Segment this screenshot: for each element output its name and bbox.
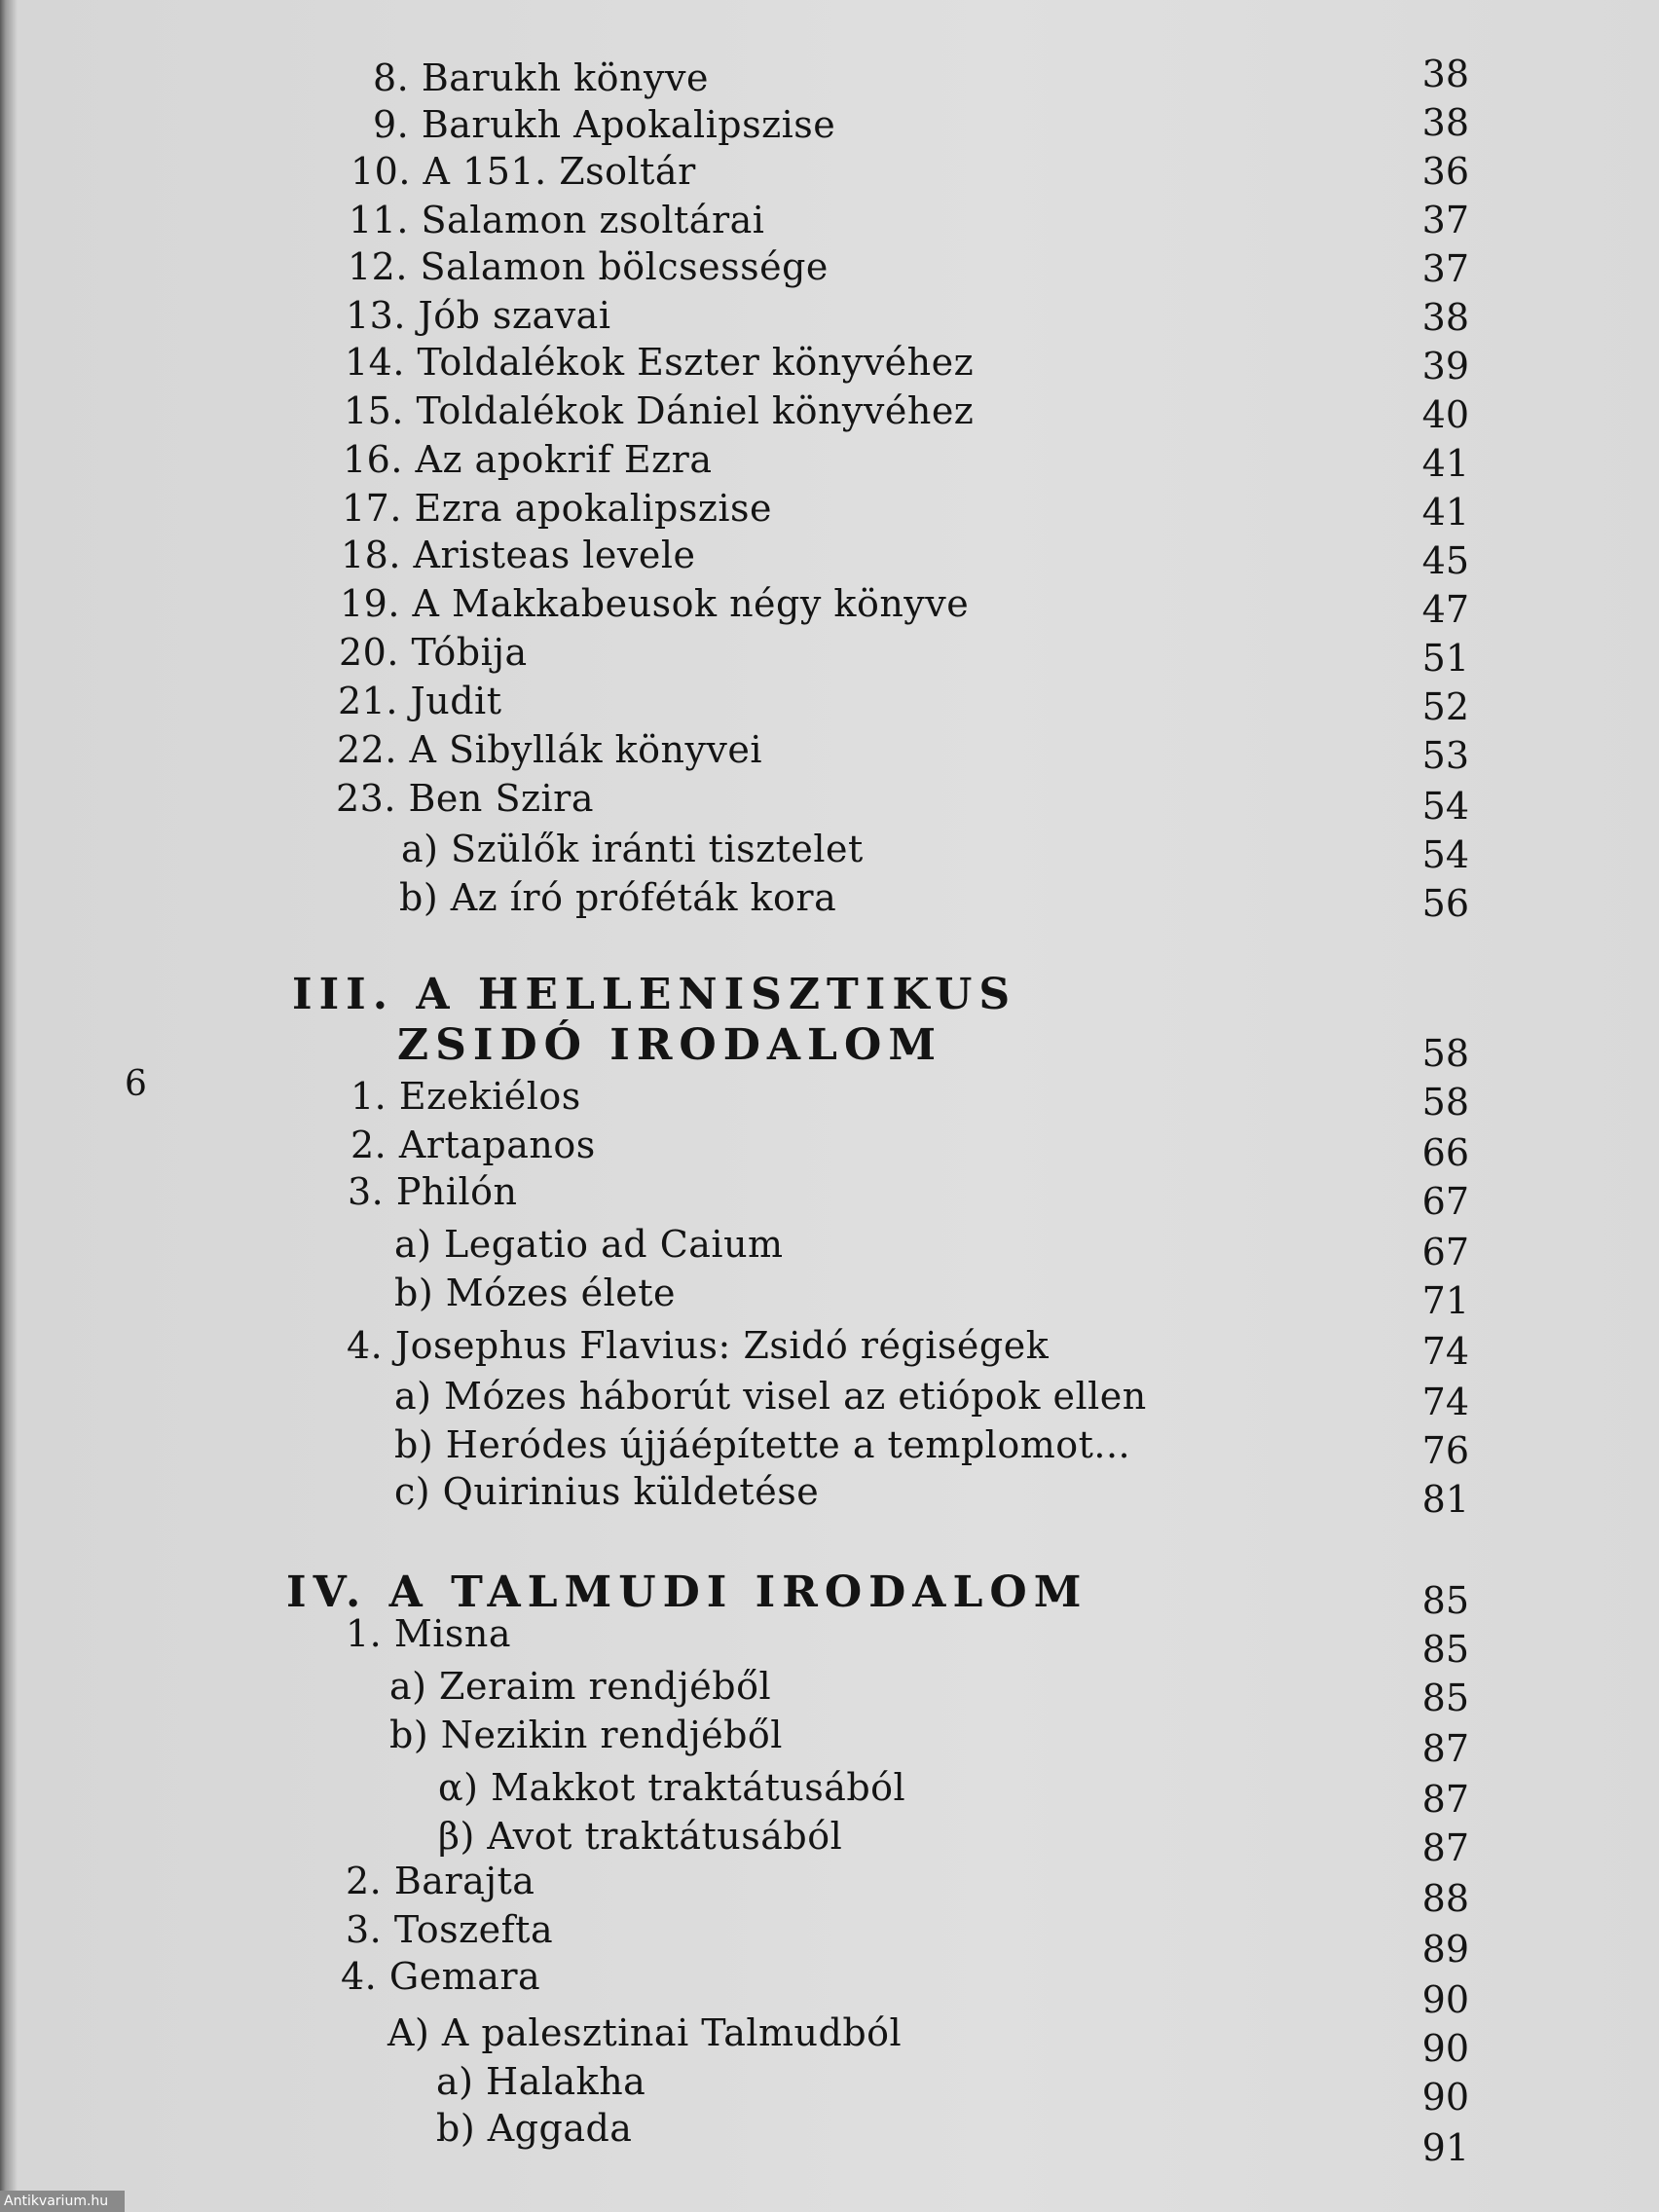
watermark: Antikvarium.hu [0, 2191, 125, 2212]
toc-entry: 14. Toldalékok Eszter könyvéhez [345, 341, 975, 384]
toc-entry: 16. Az apokrif Ezra [343, 438, 713, 481]
toc-page-number: 39 [1421, 345, 1469, 387]
toc-page-number: 71 [1421, 1279, 1469, 1322]
folio-page-number: 6 [125, 1064, 147, 1104]
toc-page-number: 45 [1421, 539, 1469, 582]
toc-page-number: 36 [1421, 150, 1469, 193]
toc-entry: a) Halakha [436, 2060, 646, 2103]
section-heading: ZSIDÓ IRODALOM [397, 1020, 943, 1070]
toc-entry: 21. Judit [338, 680, 502, 722]
toc-entry: 23. Ben Szira [336, 777, 595, 820]
toc-page-number: 40 [1421, 393, 1469, 436]
toc-page-number: 41 [1421, 442, 1469, 485]
toc-page-number: 41 [1421, 491, 1469, 534]
section-page-number: 85 [1421, 1579, 1469, 1622]
toc-entry: 8. Barukh könyve [373, 56, 709, 99]
toc-entry: b) Aggada [436, 2107, 633, 2150]
toc-page-number: 85 [1421, 1677, 1469, 1719]
toc-entry: 12. Salamon bölcsessége [348, 245, 829, 288]
toc-entry: 2. Artapanos [350, 1124, 596, 1166]
toc-page-number: 76 [1421, 1429, 1469, 1472]
toc-page-number: 38 [1421, 296, 1469, 339]
toc-page-number: 88 [1421, 1877, 1469, 1920]
toc-entry: 15. Toldalékok Dániel könyvéhez [344, 389, 975, 432]
toc-entry: b) Az író próféták kora [399, 876, 837, 919]
toc-page-number: 74 [1421, 1330, 1469, 1373]
toc-page-number: 53 [1421, 734, 1469, 777]
toc-entry: β) Avot traktátusából [438, 1815, 843, 1858]
toc-entry: 13. Jób szavai [346, 294, 611, 337]
toc-entry: 1. Ezekiélos [350, 1075, 581, 1118]
toc-entry: 18. Aristeas levele [341, 534, 696, 576]
toc-entry: 1. Misna [346, 1612, 512, 1655]
toc-page-number: 90 [1421, 1978, 1469, 2021]
toc-page-number: 51 [1421, 637, 1469, 680]
toc-entry: 22. A Sibyllák könyvei [337, 728, 763, 771]
toc-page-number: 85 [1421, 1628, 1469, 1671]
toc-page-number: 52 [1421, 685, 1469, 728]
toc-page-number: 54 [1421, 785, 1469, 828]
toc-page-number: 67 [1421, 1180, 1469, 1223]
toc-entry: 20. Tóbija [339, 631, 528, 674]
toc-page-number: 90 [1421, 2076, 1469, 2119]
toc-entry: α) Makkot traktátusából [438, 1766, 906, 1809]
toc-page-number: 66 [1421, 1131, 1469, 1174]
toc-page-number: 87 [1421, 1727, 1469, 1770]
toc-entry: 11. Salamon zsoltárai [349, 199, 765, 241]
section-heading: III. A HELLENISZTIKUS [292, 970, 1017, 1019]
toc-entry: 4. Josephus Flavius: Zsidó régiségek [347, 1324, 1050, 1367]
toc-page-number: 58 [1421, 1081, 1469, 1124]
section-heading: IV. A TALMUDI IRODALOM [286, 1567, 1088, 1617]
toc-entry: a) Mózes háborút visel az etiópok ellen [394, 1375, 1147, 1418]
section-page-number: 58 [1421, 1032, 1469, 1075]
toc-page-number: 38 [1421, 101, 1469, 144]
toc-entry: a) Legatio ad Caium [394, 1223, 784, 1266]
toc-page-number: 91 [1421, 2126, 1469, 2169]
toc-page-number: 81 [1421, 1478, 1469, 1521]
toc-entry: 19. A Makkabeusok négy könyve [340, 582, 970, 625]
toc-entry: 4. Gemara [341, 1955, 541, 1998]
toc-page-number: 37 [1421, 247, 1469, 290]
toc-entry: 3. Toszefta [346, 1908, 554, 1951]
toc-entry: b) Heródes újjáépítette a templomot... [394, 1423, 1131, 1466]
toc-page-number: 67 [1421, 1231, 1469, 1273]
toc-page-number: 54 [1421, 833, 1469, 876]
toc-page-number: 47 [1421, 588, 1469, 631]
toc-entry: a) Zeraim rendjéből [389, 1665, 772, 1708]
toc-entry: 2. Barajta [346, 1860, 535, 1902]
toc-entry: c) Quirinius küldetése [394, 1470, 820, 1513]
toc-page-number: 56 [1421, 882, 1469, 925]
toc-page-number: 89 [1421, 1928, 1469, 1971]
toc-page-number: 87 [1421, 1826, 1469, 1869]
toc-entry: a) Szülők iránti tisztelet [401, 828, 864, 870]
toc-entry: 17. Ezra apokalipszise [342, 487, 773, 530]
toc-page-number: 87 [1421, 1778, 1469, 1821]
toc-entry: 3. Philón [348, 1170, 518, 1213]
toc-page-number: 38 [1421, 53, 1469, 95]
toc-entry: b) Mózes élete [394, 1272, 676, 1314]
toc-page-number: 90 [1421, 2027, 1469, 2070]
toc-entry: 10. A 151. Zsoltár [350, 150, 696, 193]
toc-page-number: 37 [1421, 199, 1469, 241]
toc-entry: 9. Barukh Apokalipszise [373, 103, 836, 146]
toc-entry: b) Nezikin rendjéből [389, 1714, 783, 1756]
toc-page-number: 74 [1421, 1381, 1469, 1423]
toc-entry: A) A palesztinai Talmudból [387, 2011, 903, 2054]
